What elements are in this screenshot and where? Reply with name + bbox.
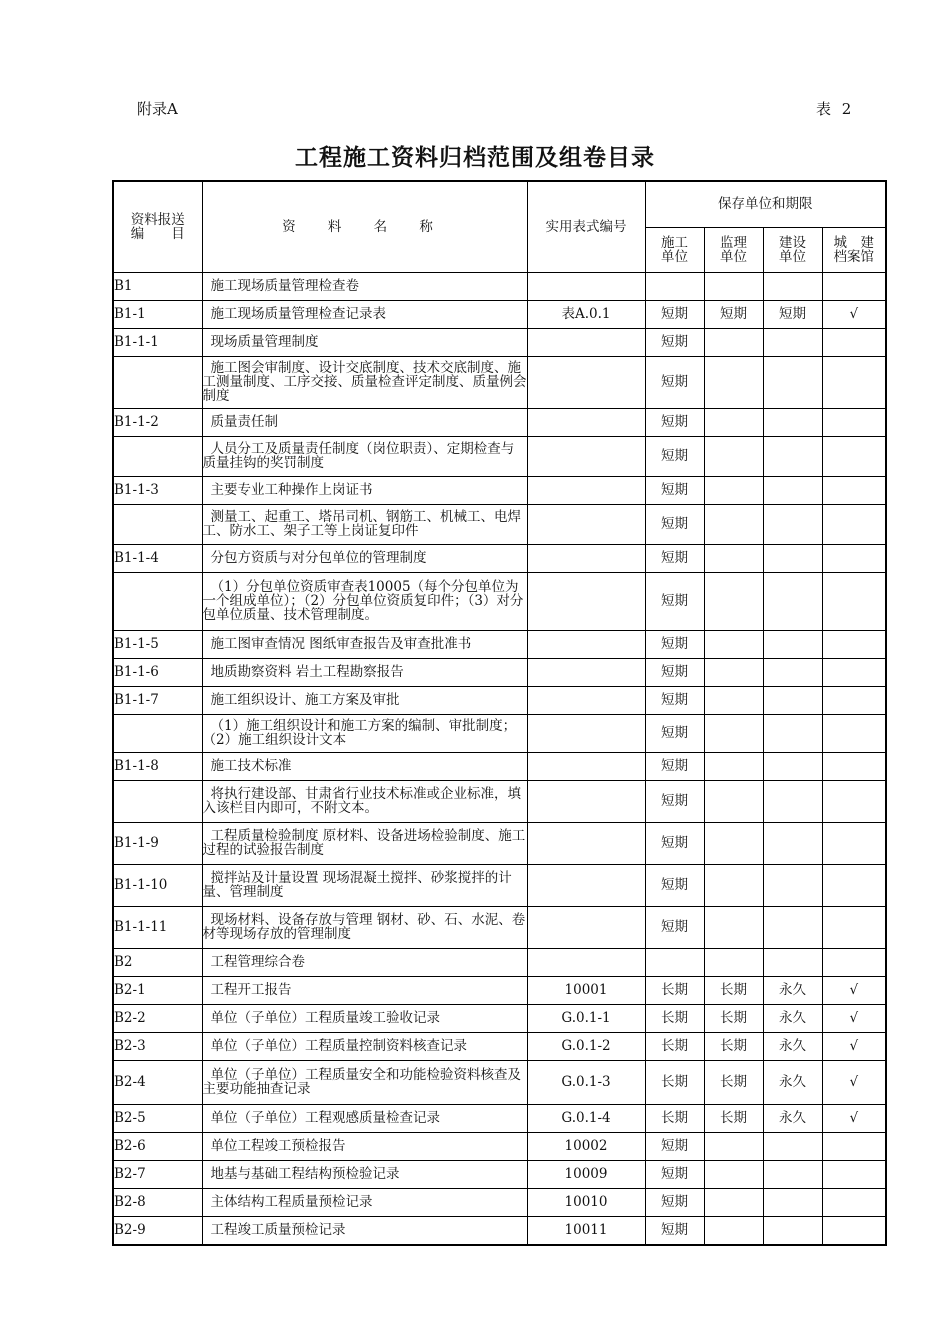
row-construction-period bbox=[645, 272, 704, 300]
table-row bbox=[113, 544, 886, 572]
table-row bbox=[113, 1104, 886, 1132]
table-row bbox=[113, 658, 886, 686]
row-code: B1-1-2 bbox=[113, 408, 202, 436]
row-code: B1 bbox=[113, 272, 202, 300]
header-supervision-unit: 监理 单位 bbox=[704, 227, 763, 272]
row-archive-mark bbox=[822, 714, 886, 752]
row-supervision-period bbox=[704, 1160, 763, 1188]
row-supervision-period: 长期 bbox=[704, 976, 763, 1004]
row-owner-period bbox=[763, 714, 822, 752]
table-row bbox=[113, 572, 886, 630]
row-form-number: 10002 bbox=[527, 1132, 645, 1160]
table-row bbox=[113, 408, 886, 436]
row-archive-mark bbox=[822, 328, 886, 356]
table-row bbox=[113, 272, 886, 300]
row-name: 人员分工及质量责任制度（岗位职责）、定期检查与质量挂钩的奖罚制度 bbox=[202, 436, 527, 476]
row-supervision-period bbox=[704, 714, 763, 752]
row-construction-period: 短期 bbox=[645, 714, 704, 752]
row-owner-period bbox=[763, 356, 822, 408]
row-name: 工程管理综合卷 bbox=[202, 948, 527, 976]
row-code: B1-1-5 bbox=[113, 630, 202, 658]
row-construction-period: 短期 bbox=[645, 1132, 704, 1160]
row-owner-period bbox=[763, 822, 822, 864]
row-archive-mark bbox=[822, 948, 886, 976]
row-name: 施工图审查情况 图纸审查报告及审查批准书 bbox=[202, 630, 527, 658]
row-form-number: G.0.1-4 bbox=[527, 1104, 645, 1132]
row-archive-mark bbox=[822, 686, 886, 714]
row-code: B2-6 bbox=[113, 1132, 202, 1160]
row-supervision-period bbox=[704, 476, 763, 504]
row-owner-period bbox=[763, 686, 822, 714]
row-code bbox=[113, 714, 202, 752]
row-construction-period: 短期 bbox=[645, 300, 704, 328]
row-supervision-period bbox=[704, 822, 763, 864]
row-archive-mark bbox=[822, 906, 886, 948]
row-code: B2-2 bbox=[113, 1004, 202, 1032]
row-owner-period bbox=[763, 1216, 822, 1245]
row-owner-period bbox=[763, 906, 822, 948]
row-construction-period: 短期 bbox=[645, 408, 704, 436]
row-construction-period bbox=[645, 948, 704, 976]
row-code: B2-9 bbox=[113, 1216, 202, 1245]
row-form-number bbox=[527, 572, 645, 630]
row-form-number: 10011 bbox=[527, 1216, 645, 1245]
row-archive-mark bbox=[822, 752, 886, 780]
row-supervision-period bbox=[704, 864, 763, 906]
row-construction-period: 短期 bbox=[645, 544, 704, 572]
row-supervision-period bbox=[704, 906, 763, 948]
row-construction-period: 短期 bbox=[645, 572, 704, 630]
row-form-number bbox=[527, 822, 645, 864]
appendix-label: 附录A bbox=[137, 100, 178, 118]
table-row bbox=[113, 630, 886, 658]
row-name: 施工现场质量管理检查卷 bbox=[202, 272, 527, 300]
row-code: B1-1 bbox=[113, 300, 202, 328]
table-row bbox=[113, 864, 886, 906]
row-archive-mark bbox=[822, 356, 886, 408]
row-supervision-period bbox=[704, 658, 763, 686]
row-form-number bbox=[527, 906, 645, 948]
header-row-1 bbox=[113, 181, 886, 227]
table-row bbox=[113, 1216, 886, 1245]
row-supervision-period bbox=[704, 1188, 763, 1216]
row-archive-mark bbox=[822, 408, 886, 436]
table-row bbox=[113, 300, 886, 328]
row-code: B2-5 bbox=[113, 1104, 202, 1132]
table-row bbox=[113, 436, 886, 476]
row-code bbox=[113, 572, 202, 630]
row-archive-mark: √ bbox=[822, 1032, 886, 1060]
row-supervision-period bbox=[704, 504, 763, 544]
row-owner-period bbox=[763, 752, 822, 780]
table-row bbox=[113, 476, 886, 504]
row-supervision-period: 长期 bbox=[704, 1004, 763, 1032]
row-archive-mark bbox=[822, 476, 886, 504]
row-construction-period: 长期 bbox=[645, 976, 704, 1004]
row-name: 地质勘察资料 岩土工程勘察报告 bbox=[202, 658, 527, 686]
row-form-number bbox=[527, 356, 645, 408]
table-row bbox=[113, 714, 886, 752]
row-owner-period bbox=[763, 1188, 822, 1216]
row-name: 工程质量检验制度 原材料、设备进场检验制度、施工过程的试验报告制度 bbox=[202, 822, 527, 864]
row-construction-period: 短期 bbox=[645, 504, 704, 544]
row-name: （1）施工组织设计和施工方案的编制、审批制度；（2）施工组织设计文本 bbox=[202, 714, 527, 752]
row-form-number: G.0.1-1 bbox=[527, 1004, 645, 1032]
row-construction-period: 长期 bbox=[645, 1104, 704, 1132]
row-owner-period bbox=[763, 1160, 822, 1188]
row-construction-period: 短期 bbox=[645, 1216, 704, 1245]
row-archive-mark: √ bbox=[822, 1104, 886, 1132]
header-send-line1: 资料报送 bbox=[130, 211, 185, 228]
table-row bbox=[113, 780, 886, 822]
row-archive-mark bbox=[822, 436, 886, 476]
row-construction-period: 短期 bbox=[645, 328, 704, 356]
row-owner-period bbox=[763, 272, 822, 300]
row-archive-mark bbox=[822, 1132, 886, 1160]
row-form-number bbox=[527, 476, 645, 504]
row-code: B2 bbox=[113, 948, 202, 976]
row-construction-period: 短期 bbox=[645, 658, 704, 686]
row-form-number bbox=[527, 752, 645, 780]
row-name: 主要专业工种操作上岗证书 bbox=[202, 476, 527, 504]
row-name: 单位（子单位）工程质量竣工验收记录 bbox=[202, 1004, 527, 1032]
row-name: 现场材料、设备存放与管理 钢材、砂、石、水泥、卷材等现场存放的管理制度 bbox=[202, 906, 527, 948]
row-construction-period: 长期 bbox=[645, 1060, 704, 1104]
row-construction-period: 短期 bbox=[645, 476, 704, 504]
row-archive-mark bbox=[822, 272, 886, 300]
row-name: 施工技术标准 bbox=[202, 752, 527, 780]
table-row bbox=[113, 1060, 886, 1104]
row-form-number bbox=[527, 408, 645, 436]
row-form-number: 10009 bbox=[527, 1160, 645, 1188]
row-supervision-period bbox=[704, 544, 763, 572]
table-row bbox=[113, 1032, 886, 1060]
row-owner-period bbox=[763, 544, 822, 572]
row-form-number bbox=[527, 504, 645, 544]
header-form-number: 实用表式编号 bbox=[527, 181, 645, 272]
row-supervision-period bbox=[704, 630, 763, 658]
row-owner-period bbox=[763, 504, 822, 544]
row-archive-mark bbox=[822, 780, 886, 822]
row-code: B2-8 bbox=[113, 1188, 202, 1216]
row-supervision-period bbox=[704, 1216, 763, 1245]
row-name: 施工组织设计、施工方案及审批 bbox=[202, 686, 527, 714]
row-supervision-period: 长期 bbox=[704, 1104, 763, 1132]
row-archive-mark: √ bbox=[822, 1004, 886, 1032]
row-supervision-period bbox=[704, 948, 763, 976]
row-archive-mark: √ bbox=[822, 300, 886, 328]
row-owner-period bbox=[763, 476, 822, 504]
row-supervision-period bbox=[704, 356, 763, 408]
row-form-number bbox=[527, 864, 645, 906]
table-row bbox=[113, 1132, 886, 1160]
header-construction-unit: 施工 单位 bbox=[645, 227, 704, 272]
row-code bbox=[113, 504, 202, 544]
row-construction-period: 短期 bbox=[645, 436, 704, 476]
row-form-number: G.0.1-2 bbox=[527, 1032, 645, 1060]
row-name: （1）分包单位资质审查表10005（每个分包单位为一个组成单位）；（2）分包单位资质复印件；（3）对分包单位质量、技术管理制度。 bbox=[202, 572, 527, 630]
row-name: 测量工、起重工、塔吊司机、钢筋工、机械工、电焊工、防水工、架子工等上岗证复印件 bbox=[202, 504, 527, 544]
row-construction-period: 短期 bbox=[645, 780, 704, 822]
row-owner-period: 永久 bbox=[763, 1104, 822, 1132]
row-code bbox=[113, 780, 202, 822]
header-owner-unit: 建设 单位 bbox=[763, 227, 822, 272]
row-code: B2-4 bbox=[113, 1060, 202, 1104]
table-row bbox=[113, 948, 886, 976]
row-form-number bbox=[527, 630, 645, 658]
row-form-number: G.0.1-3 bbox=[527, 1060, 645, 1104]
table-row bbox=[113, 752, 886, 780]
row-form-number bbox=[527, 948, 645, 976]
row-construction-period: 长期 bbox=[645, 1004, 704, 1032]
row-code: B1-1-11 bbox=[113, 906, 202, 948]
row-archive-mark: √ bbox=[822, 1060, 886, 1104]
table-number-label: 表 2 bbox=[816, 100, 855, 118]
row-supervision-period bbox=[704, 780, 763, 822]
row-form-number: 10001 bbox=[527, 976, 645, 1004]
row-owner-period bbox=[763, 328, 822, 356]
row-code: B1-1-6 bbox=[113, 658, 202, 686]
table-row bbox=[113, 686, 886, 714]
row-name: 质量责任制 bbox=[202, 408, 527, 436]
row-supervision-period bbox=[704, 436, 763, 476]
row-archive-mark bbox=[822, 572, 886, 630]
row-name: 将执行建设部、甘肃省行业技术标准或企业标准，填入该栏目内即可，不附文本。 bbox=[202, 780, 527, 822]
row-name: 施工现场质量管理检查记录表 bbox=[202, 300, 527, 328]
row-construction-period: 短期 bbox=[645, 356, 704, 408]
row-owner-period: 永久 bbox=[763, 1004, 822, 1032]
row-form-number bbox=[527, 272, 645, 300]
row-form-number bbox=[527, 780, 645, 822]
row-name: 单位工程竣工预检报告 bbox=[202, 1132, 527, 1160]
row-name: 工程开工报告 bbox=[202, 976, 527, 1004]
row-archive-mark bbox=[822, 1160, 886, 1188]
row-supervision-period: 短期 bbox=[704, 300, 763, 328]
row-owner-period bbox=[763, 864, 822, 906]
row-code bbox=[113, 436, 202, 476]
row-owner-period bbox=[763, 436, 822, 476]
row-construction-period: 短期 bbox=[645, 906, 704, 948]
row-name: 单位（子单位）工程质量安全和功能检验资料核查及主要功能抽查记录 bbox=[202, 1060, 527, 1104]
row-archive-mark bbox=[822, 504, 886, 544]
row-name: 单位（子单位）工程观感质量检查记录 bbox=[202, 1104, 527, 1132]
row-form-number bbox=[527, 328, 645, 356]
row-name: 分包方资质与对分包单位的管理制度 bbox=[202, 544, 527, 572]
table-row bbox=[113, 504, 886, 544]
row-supervision-period: 长期 bbox=[704, 1060, 763, 1104]
row-name: 主体结构工程质量预检记录 bbox=[202, 1188, 527, 1216]
row-supervision-period bbox=[704, 272, 763, 300]
row-form-number bbox=[527, 686, 645, 714]
row-name: 工程竣工质量预检记录 bbox=[202, 1216, 527, 1245]
row-archive-mark bbox=[822, 544, 886, 572]
row-construction-period: 短期 bbox=[645, 752, 704, 780]
row-supervision-period bbox=[704, 408, 763, 436]
row-owner-period bbox=[763, 1132, 822, 1160]
row-owner-period: 永久 bbox=[763, 1032, 822, 1060]
row-supervision-period bbox=[704, 1132, 763, 1160]
row-archive-mark bbox=[822, 1216, 886, 1245]
table-row bbox=[113, 1160, 886, 1188]
table-row bbox=[113, 976, 886, 1004]
row-supervision-period: 长期 bbox=[704, 1032, 763, 1060]
header-send-line2: 编 目 bbox=[130, 225, 185, 242]
row-owner-period: 永久 bbox=[763, 1060, 822, 1104]
row-construction-period: 长期 bbox=[645, 1032, 704, 1060]
row-supervision-period bbox=[704, 686, 763, 714]
row-owner-period bbox=[763, 572, 822, 630]
row-name: 地基与基础工程结构预检验记录 bbox=[202, 1160, 527, 1188]
row-archive-mark bbox=[822, 630, 886, 658]
row-construction-period: 短期 bbox=[645, 686, 704, 714]
row-code: B1-1-7 bbox=[113, 686, 202, 714]
row-name: 现场质量管理制度 bbox=[202, 328, 527, 356]
row-form-number bbox=[527, 544, 645, 572]
row-name: 搅拌站及计量设置 现场混凝土搅拌、砂浆搅拌的计量、管理制度 bbox=[202, 864, 527, 906]
header-doc-name: 资 料 名 称 bbox=[202, 181, 527, 272]
row-owner-period: 短期 bbox=[763, 300, 822, 328]
row-construction-period: 短期 bbox=[645, 1188, 704, 1216]
row-archive-mark bbox=[822, 1188, 886, 1216]
row-construction-period: 短期 bbox=[645, 864, 704, 906]
row-code: B1-1-4 bbox=[113, 544, 202, 572]
page-title: 工程施工资料归档范围及组卷目录 bbox=[295, 145, 655, 171]
row-form-number: 表A.0.1 bbox=[527, 300, 645, 328]
row-code: B1-1-1 bbox=[113, 328, 202, 356]
table-row bbox=[113, 822, 886, 864]
row-owner-period bbox=[763, 780, 822, 822]
row-archive-mark bbox=[822, 822, 886, 864]
table-row bbox=[113, 356, 886, 408]
row-code: B2-3 bbox=[113, 1032, 202, 1060]
row-owner-period bbox=[763, 630, 822, 658]
table-row bbox=[113, 328, 886, 356]
archive-table bbox=[112, 180, 887, 1246]
table-row bbox=[113, 906, 886, 948]
header-archive-office: 城 建 档案馆 bbox=[822, 227, 886, 272]
row-code bbox=[113, 356, 202, 408]
row-archive-mark bbox=[822, 658, 886, 686]
row-code: B1-1-9 bbox=[113, 822, 202, 864]
row-supervision-period bbox=[704, 572, 763, 630]
row-code: B1-1-10 bbox=[113, 864, 202, 906]
table-row bbox=[113, 1188, 886, 1216]
header-keep-period: 保存单位和期限 bbox=[645, 181, 886, 227]
row-owner-period: 永久 bbox=[763, 976, 822, 1004]
row-code: B2-1 bbox=[113, 976, 202, 1004]
row-supervision-period bbox=[704, 328, 763, 356]
row-name: 施工图会审制度、设计交底制度、技术交底制度、施工测量制度、工序交接、质量检查评定制度、质量例会制度 bbox=[202, 356, 527, 408]
row-construction-period: 短期 bbox=[645, 822, 704, 864]
row-code: B2-7 bbox=[113, 1160, 202, 1188]
row-owner-period bbox=[763, 408, 822, 436]
row-archive-mark bbox=[822, 864, 886, 906]
row-code: B1-1-3 bbox=[113, 476, 202, 504]
header-send-code bbox=[113, 181, 202, 272]
row-form-number: 10010 bbox=[527, 1188, 645, 1216]
row-supervision-period bbox=[704, 752, 763, 780]
row-construction-period: 短期 bbox=[645, 630, 704, 658]
row-form-number bbox=[527, 436, 645, 476]
row-form-number bbox=[527, 714, 645, 752]
row-code: B1-1-8 bbox=[113, 752, 202, 780]
row-owner-period bbox=[763, 658, 822, 686]
row-archive-mark: √ bbox=[822, 976, 886, 1004]
row-construction-period: 短期 bbox=[645, 1160, 704, 1188]
table-row bbox=[113, 1004, 886, 1032]
row-owner-period bbox=[763, 948, 822, 976]
row-name: 单位（子单位）工程质量控制资料核查记录 bbox=[202, 1032, 527, 1060]
row-form-number bbox=[527, 658, 645, 686]
